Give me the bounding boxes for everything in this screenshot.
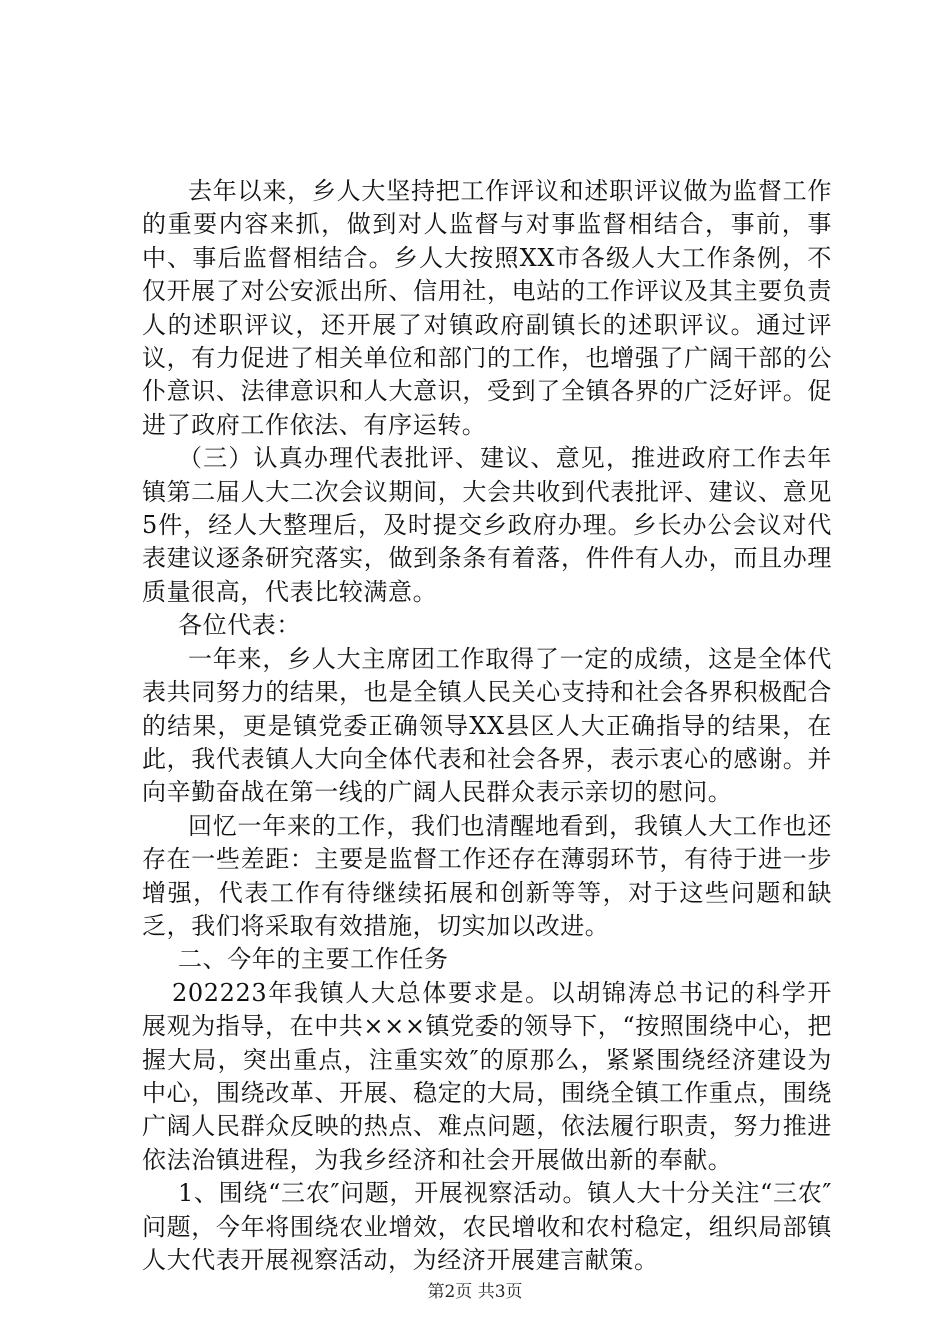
paragraph-general-requirements: 202223年我镇人大总体要求是。以胡锦涛总书记的科学开展观为指导，在中共×××镇党委的领导下，“按照围绕中心，把握大局，突出重点，注重实效″的原那么，紧紧围绕经济建设为中心，围绕改革、开展、稳定的大局，围绕全镇工作重点，围绕广阔人民群众反映的热点、难点问题，依法履行职责，努力推进依法治镇进程，为我乡经济和社会开展做出新的奉献。 [142,978,832,1174]
paragraph-section-three: （三）认真办理代表批评、建议、意见，推进政府工作去年镇第二届人大二次会议期间，大会共收到代表批评、建议、意见5件，经人大整理后，及时提交乡政府办理。乡长办公会议对代表建议逐条研究落实，做到条条有着落，件件有人办，而且办理质量很高，代表比较满意。 [142,444,832,606]
document-body [142,175,832,1277]
paragraph-salutation: 各位代表： [178,611,301,640]
paragraph-achievements: 一年来，乡人大主席团工作取得了一定的成绩，这是全体代表共同努力的结果，也是全镇人民关心支持和社会各界积极配合的结果，更是镇党委正确领导XX县区人大正确指导的结果，在此，我代表镇人大向全体代表和社会各界，表示衷心的感谢。并向辛勤奋战在第一线的广阔人民群众表示亲切的慰问。 [142,644,832,807]
paragraph-task-one: 1、围绕“三农″问题，开展视察活动。镇人大十分关注“三农″问题，今年将围绕农业增效，农民增收和农村稳定，组织局部镇人大代表开展视察活动，为经济开展建言献策。 [142,1179,832,1274]
paragraph-evaluation-review: 去年以来，乡人大坚持把工作评议和述职评议做为监督工作的重要内容来抓，做到对人监督与对事监督相结合，事前，事中、事后监督相结合。乡人大按照XX市各级人大工作条例，不仅开展了对公安派出所、信用社，电站的工作评议及其主要负责人的述职评议，还开展了对镇政府副镇长的述职评议。通过评议，有力促进了相关单位和部门的工作，也增强了广阔干部的公仆意识、法律意识和人大意识，受到了全镇各界的广泛好评。促进了政府工作依法、有序运转。 [142,177,832,439]
page-number-footer: 第2页 共3页 [427,1282,523,1302]
paragraph-shortcomings: 回忆一年来的工作，我们也清醒地看到，我镇人大工作也还存在一些差距：主要是监督工作还存在薄弱环节，有待于进一步增强，代表工作有待继续拓展和创新等等，对于这些问题和缺乏，我们将采取有效措施，切实加以改进。 [142,811,832,940]
section-heading-main-tasks: 二、今年的主要工作任务 [178,945,449,974]
